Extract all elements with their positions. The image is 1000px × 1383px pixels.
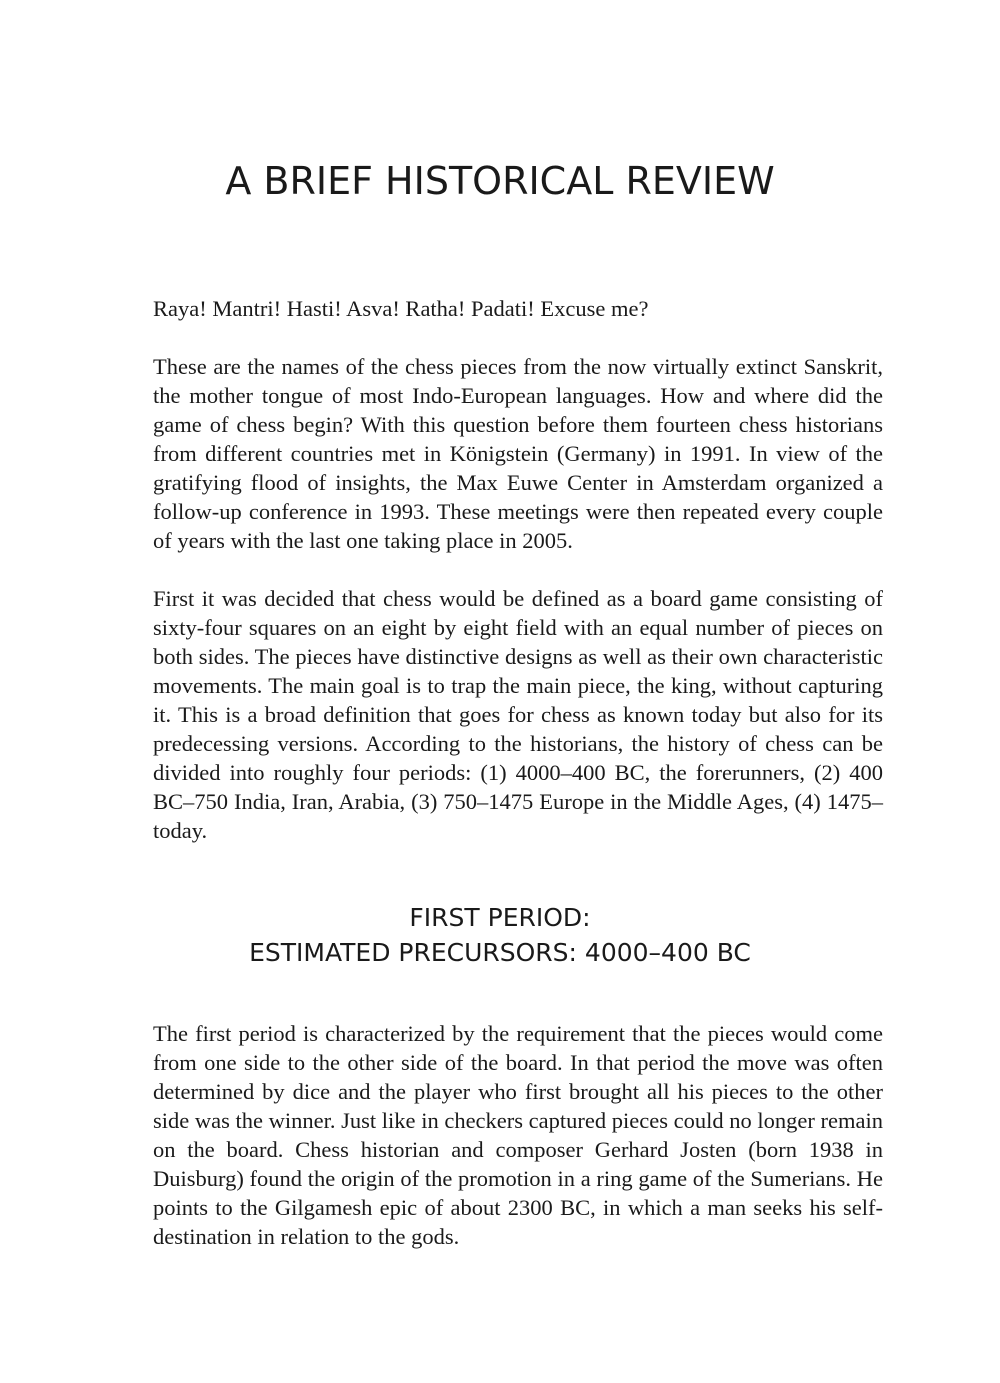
section-heading (0, 900, 1000, 970)
paragraph-chess-origins: These are the names of the chess pieces from the now virtually extinct Sanskrit, the mother tongue of most Indo-European languages. How and where did the game of chess begin? With this question before them fourteen chess historians from different countries met in Königstein (Germany) in 1991. In view of the gratifying flood of insights, the Max Euwe Center in Amsterdam organized a follow-up conference in 1993. These meetings were then repeated every couple of years with the last one taking place in 2005. (153, 354, 883, 553)
section-heading-line-2: ESTIMATED PRECURSORS: 4000–400 BC (249, 938, 751, 967)
paragraph-first-period: The first period is characterized by the requirement that the pieces would come from one side to the other side of the board. In that period the move was often determined by dice and the player who first brought all his pieces to the other side was the winner. Just like in checkers captured pieces could no longer remain on the board. Chess historian and composer Gerhard Josten (born 1938 in Duisburg) found the origin of the promotion in a ring game of the Sumerians. He points to the Gilgamesh epic of about 2300 BC, in which a man seeks his self-destination in relation to the gods. (153, 1021, 883, 1249)
chapter-title: A BRIEF HISTORICAL REVIEW (225, 159, 775, 203)
intro-line: Raya! Mantri! Hasti! Asva! Ratha! Padati! Excuse me? (153, 296, 649, 321)
paragraph-chess-definition: First it was decided that chess would be defined as a board game consisting of sixty-four squares on an eight by eight field with an equal number of pieces on both sides. The pieces have distinctive designs as well as their own characteristic movements. The main goal is to trap the main piece, the king, without capturing it. This is a broad definition that goes for chess as known today but also for its predecessing versions. According to the historians, the history of chess can be divided into roughly four periods: (1) 4000–400 BC, the forerunners, (2) 400 BC–750 India, Iran, Arabia, (3) 750–1475 Europe in the Middle Ages, (4) 1475–today. (153, 586, 883, 843)
section-heading-line-1: FIRST PERIOD: (409, 903, 591, 932)
